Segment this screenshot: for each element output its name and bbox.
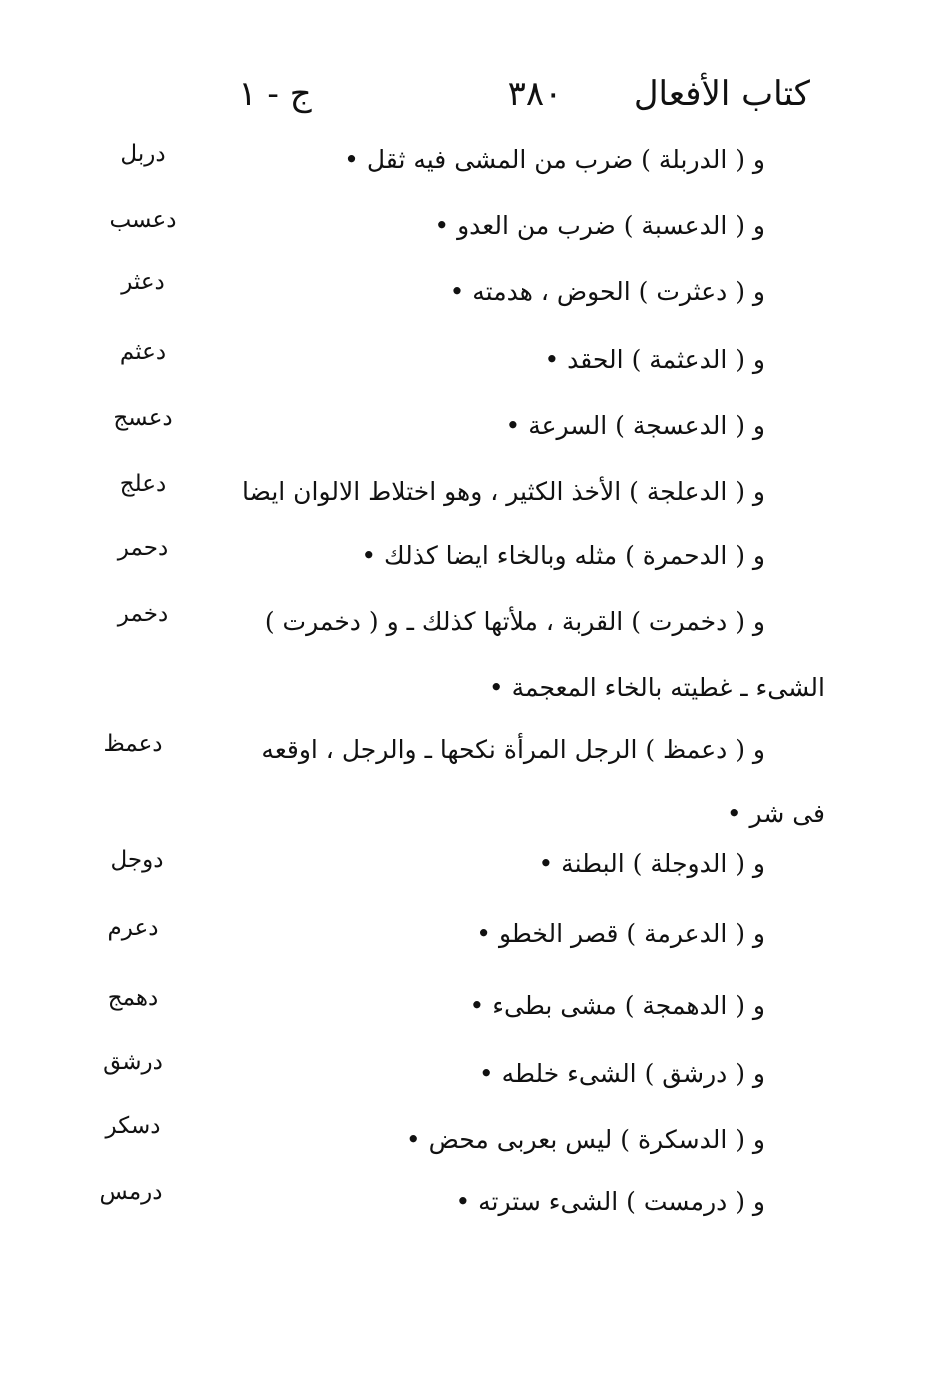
root-word: دعمظ xyxy=(103,731,163,757)
root-word: دعثم xyxy=(119,339,167,365)
root-word: درشق xyxy=(103,1049,163,1075)
root-word: درمس xyxy=(99,1179,163,1205)
entry-line: و ( درمست ) الشىء سترته • xyxy=(455,1187,765,1216)
entry-line: و ( الدعسبة ) ضرب من العدو • xyxy=(434,211,765,240)
entry-continuation: الشىء ـ غطيته بالخاء المعجمة • xyxy=(488,673,825,702)
entry-line: و ( الدحمرة ) مثله وبالخاء ايضا كذلك • xyxy=(361,541,765,570)
page-number: ٣٨٠ xyxy=(507,74,563,114)
root-word: دسكر xyxy=(105,1113,161,1139)
entry-line: و ( الدوجلة ) البطنة • xyxy=(538,849,765,878)
entry-line: و ( الدهمجة ) مشى بطىء • xyxy=(469,991,765,1020)
entry-line: و ( دخمرت ) القربة ، ملأتها كذلك ـ و ( دخمرت ) xyxy=(264,607,765,636)
root-word: دهمج xyxy=(107,985,159,1011)
root-word: دربل xyxy=(120,141,166,167)
root-word: دعثر xyxy=(121,269,165,295)
entry-line: و ( درشق ) الشىء خلطه • xyxy=(478,1059,765,1088)
book-title: كتاب الأفعال xyxy=(633,74,810,114)
volume-label: ج - ١ xyxy=(238,74,312,114)
root-word: دوجل xyxy=(110,847,164,873)
entry-line: و ( الدسكرة ) ليس بعربى محض • xyxy=(405,1125,765,1154)
entry-line: و ( الدعسجة ) السرعة • xyxy=(505,411,765,440)
entry-continuation: فى شر • xyxy=(726,799,825,828)
root-word: دعلج xyxy=(119,471,167,497)
root-word: دعسج xyxy=(113,405,173,431)
root-word: دعرم xyxy=(107,915,159,941)
root-word: دخمر xyxy=(117,601,169,627)
entry-line: و ( الدعلجة ) الأخذ الكثير ، وهو اختلاط الالوان ايضا xyxy=(242,477,765,506)
root-word: دحمر xyxy=(117,535,169,561)
entry-line: و ( الدربلة ) ضرب من المشى فيه ثقل • xyxy=(344,145,765,174)
entry-line: و ( الدعرمة ) قصر الخطو • xyxy=(476,919,765,948)
entry-line: و ( الدعثمة ) الحقد • xyxy=(544,345,765,374)
entry-line: و ( دعثرت ) الحوض ، هدمته • xyxy=(449,277,765,306)
root-word: دعسب xyxy=(109,207,177,233)
entry-line: و ( دعمظ ) الرجل المرأة نكحها ـ والرجل ، اوقعه xyxy=(261,735,765,764)
